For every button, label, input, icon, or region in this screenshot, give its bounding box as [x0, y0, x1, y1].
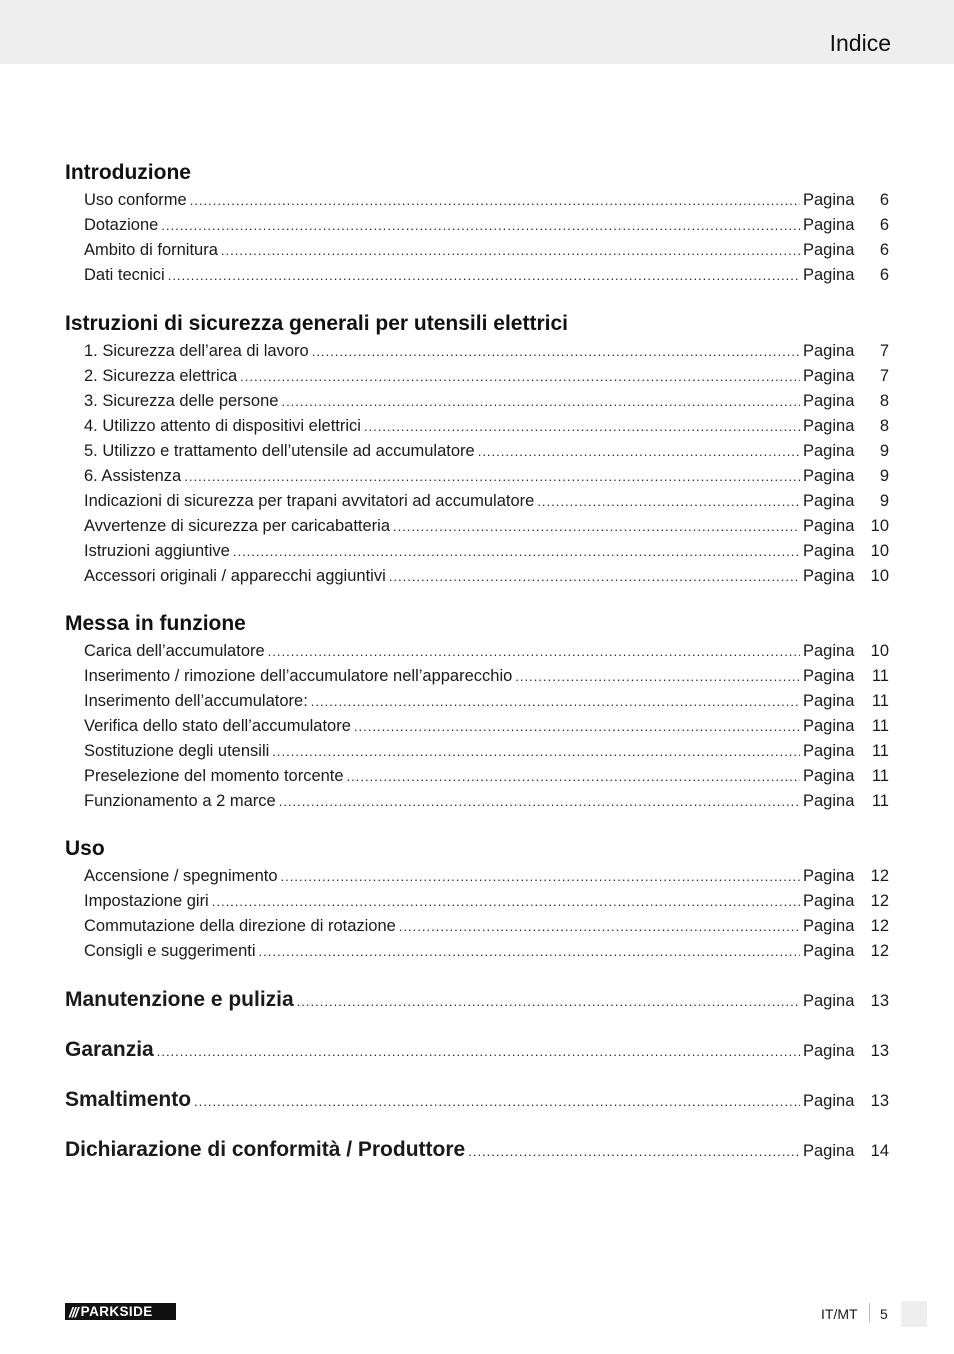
toc-entry-label: 2. Sicurezza elettrica — [84, 367, 238, 385]
page-word: Pagina — [803, 567, 855, 585]
page-word: Pagina — [803, 392, 855, 410]
dot-leader — [233, 541, 800, 563]
page-number: 6 — [879, 241, 889, 259]
toc-entry[interactable] — [84, 540, 889, 562]
page-number: 13 — [870, 1092, 889, 1110]
dot-leader — [194, 1088, 800, 1116]
page-number: 10 — [870, 542, 889, 560]
toc-entry-label: Dotazione — [84, 216, 159, 234]
dot-leader — [389, 566, 800, 588]
page-word: Pagina — [803, 917, 855, 935]
page-number: 7 — [879, 342, 889, 360]
toc-entry-label: Accensione / spegnimento — [84, 867, 278, 885]
page-word: Pagina — [803, 241, 855, 259]
page-number: 10 — [870, 517, 889, 535]
page-word: Pagina — [803, 266, 855, 284]
toc-entry-label: 3. Sicurezza delle persone — [84, 392, 279, 410]
toc-entry-label: 5. Utilizzo e trattamento dell’utensile ad accumulatore — [84, 442, 475, 460]
toc-main-entry-label: Manutenzione e pulizia — [65, 988, 294, 1011]
toc-entry-label: Indicazioni di sicurezza per trapani avvitatori ad accumulatore — [84, 492, 535, 510]
toc-entry[interactable] — [84, 665, 889, 687]
page-word: Pagina — [803, 717, 855, 735]
dot-leader — [221, 240, 800, 262]
page-number: 11 — [871, 767, 889, 785]
dot-leader — [259, 941, 800, 963]
toc-entry[interactable] — [84, 465, 889, 487]
page-word: Pagina — [803, 792, 855, 810]
page-number: 6 — [879, 191, 889, 209]
toc-entry-label: Preselezione del momento torcente — [84, 767, 344, 785]
dot-leader — [399, 916, 800, 938]
toc-entry-label: 6. Assistenza — [84, 467, 182, 485]
toc-main-entry[interactable] — [65, 1136, 889, 1164]
toc-entry-label: Consigli e suggerimenti — [84, 942, 256, 960]
page-title: Indice — [829, 30, 891, 56]
toc-entry[interactable] — [84, 690, 889, 712]
page-word: Pagina — [803, 442, 855, 460]
dot-leader — [354, 716, 800, 738]
toc-entry-label: Commutazione della direzione di rotazione — [84, 917, 396, 935]
toc-entry[interactable] — [84, 365, 889, 387]
page-word: Pagina — [803, 642, 855, 660]
page-word: Pagina — [803, 542, 855, 560]
toc-entry[interactable] — [84, 264, 889, 286]
parkside-logo — [65, 1303, 176, 1320]
toc-entry[interactable] — [84, 490, 889, 512]
page-number: 9 — [879, 467, 889, 485]
toc-entry-label: Accessori originali / apparecchi aggiuntivi — [84, 567, 386, 585]
dot-leader — [311, 691, 800, 713]
page-word: Pagina — [803, 692, 855, 710]
page-number: 7 — [879, 367, 889, 385]
page-word: Pagina — [803, 942, 855, 960]
logo-slashes: /// — [69, 1303, 78, 1320]
footer-tab-marker — [901, 1301, 927, 1327]
toc-entry-label: 4. Utilizzo attento di dispositivi elettrici — [84, 417, 361, 435]
page-number: 9 — [879, 492, 889, 510]
page-word: Pagina — [803, 892, 855, 910]
toc-main-entry-label: Garanzia — [65, 1038, 154, 1061]
page-number: 14 — [870, 1142, 889, 1160]
page-word: Pagina — [803, 367, 855, 385]
toc-entry-label: Funzionamento a 2 marce — [84, 792, 276, 810]
page-number: 8 — [879, 417, 889, 435]
dot-leader — [268, 641, 800, 663]
section-heading: Messa in funzione — [65, 612, 246, 635]
toc-entry-label: Istruzioni aggiuntive — [84, 542, 230, 560]
page-number: 13 — [870, 1042, 889, 1060]
dot-leader — [157, 1038, 800, 1066]
dot-leader — [168, 265, 800, 287]
page-word: Pagina — [803, 992, 855, 1010]
page-number: 11 — [871, 692, 889, 710]
logo-text: PARKSIDE — [80, 1304, 153, 1319]
dot-leader — [190, 190, 800, 212]
toc-entry[interactable] — [84, 515, 889, 537]
dot-leader — [312, 341, 800, 363]
dot-leader — [212, 891, 800, 913]
page-word: Pagina — [803, 742, 855, 760]
toc-main-entry-label: Smaltimento — [65, 1088, 192, 1111]
toc-entry-label: Inserimento / rimozione dell’accumulatore nell’apparecchio — [84, 667, 513, 685]
dot-leader — [478, 441, 800, 463]
dot-leader — [347, 766, 800, 788]
header-bar — [0, 0, 954, 64]
page-number: 6 — [879, 266, 889, 284]
toc-entry-label: 1. Sicurezza dell’area di lavoro — [84, 342, 309, 360]
dot-leader — [240, 366, 800, 388]
page-word: Pagina — [803, 517, 855, 535]
page-word: Pagina — [803, 767, 855, 785]
dot-leader — [279, 791, 800, 813]
toc-main-entry[interactable] — [65, 1036, 889, 1064]
page-number: 11 — [871, 742, 889, 760]
toc-entry[interactable] — [84, 565, 889, 587]
dot-leader — [515, 666, 800, 688]
toc-entry[interactable] — [84, 940, 889, 962]
toc-main-entry[interactable] — [65, 1086, 889, 1114]
dot-leader — [297, 988, 800, 1016]
section-heading: Introduzione — [65, 161, 191, 184]
toc-entry[interactable] — [84, 765, 889, 787]
toc-entry[interactable] — [84, 915, 889, 937]
toc-entry[interactable] — [84, 390, 889, 412]
toc-entry-label: Avvertenze di sicurezza per caricabatteria — [84, 517, 391, 535]
dot-leader — [364, 416, 800, 438]
toc-entry[interactable] — [84, 239, 889, 261]
page-number: 10 — [870, 567, 889, 585]
dot-leader — [393, 516, 800, 538]
toc-entry[interactable] — [84, 415, 889, 437]
toc-main-entry-label: Dichiarazione di conformità / Produttore — [65, 1138, 466, 1161]
page-word: Pagina — [803, 417, 855, 435]
page-number: 10 — [870, 642, 889, 660]
toc-entry[interactable] — [84, 214, 889, 236]
page-number: 6 — [879, 216, 889, 234]
page-number: 13 — [870, 992, 889, 1010]
page-word: Pagina — [803, 342, 855, 360]
toc-entry[interactable] — [84, 640, 889, 662]
dot-leader — [184, 466, 800, 488]
section-heading: Istruzioni di sicurezza generali per utensili elettrici — [65, 312, 568, 335]
page-number: 11 — [871, 667, 889, 685]
toc-entry-label: Ambito di fornitura — [84, 241, 218, 259]
toc-entry[interactable] — [84, 790, 889, 812]
toc-entry-label: Inserimento dell’accumulatore: — [84, 692, 308, 710]
page-number: 12 — [870, 942, 889, 960]
page-word: Pagina — [803, 867, 855, 885]
page-word: Pagina — [803, 1142, 855, 1160]
dot-leader — [468, 1138, 800, 1166]
page-word: Pagina — [803, 1042, 855, 1060]
page-number: 8 — [879, 392, 889, 410]
page-number: 12 — [870, 867, 889, 885]
dot-leader — [272, 741, 800, 763]
toc-entry-label: Verifica dello stato dell’accumulatore — [84, 717, 351, 735]
page-word: Pagina — [803, 216, 855, 234]
page-word: Pagina — [803, 667, 855, 685]
toc-entry[interactable] — [84, 189, 889, 211]
toc-entry[interactable] — [84, 340, 889, 362]
toc-entry-label: Sostituzione degli utensili — [84, 742, 270, 760]
dot-leader — [161, 215, 800, 237]
footer-divider — [869, 1303, 870, 1323]
page-number: 12 — [870, 917, 889, 935]
section-heading: Uso — [65, 837, 105, 860]
page-number: 12 — [870, 892, 889, 910]
page-word: Pagina — [803, 467, 855, 485]
toc-entry[interactable] — [84, 865, 889, 887]
toc-entry-label: Carica dell’accumulatore — [84, 642, 265, 660]
page-number-footer: 5 — [880, 1306, 888, 1322]
dot-leader — [281, 391, 800, 413]
language-code: IT/MT — [821, 1306, 858, 1322]
toc-entry[interactable] — [84, 440, 889, 462]
dot-leader — [537, 491, 800, 513]
page-number: 11 — [871, 717, 889, 735]
dot-leader — [281, 866, 800, 888]
page-word: Pagina — [803, 1092, 855, 1110]
toc-entry[interactable] — [84, 740, 889, 762]
toc-entry[interactable] — [84, 715, 889, 737]
toc-entry-label: Dati tecnici — [84, 266, 165, 284]
page-word: Pagina — [803, 492, 855, 510]
toc-entry-label: Uso conforme — [84, 191, 187, 209]
page-number: 11 — [871, 792, 889, 810]
page-word: Pagina — [803, 191, 855, 209]
toc-main-entry[interactable] — [65, 986, 889, 1014]
toc-entry-label: Impostazione giri — [84, 892, 209, 910]
page-number: 9 — [879, 442, 889, 460]
toc-entry[interactable] — [84, 890, 889, 912]
